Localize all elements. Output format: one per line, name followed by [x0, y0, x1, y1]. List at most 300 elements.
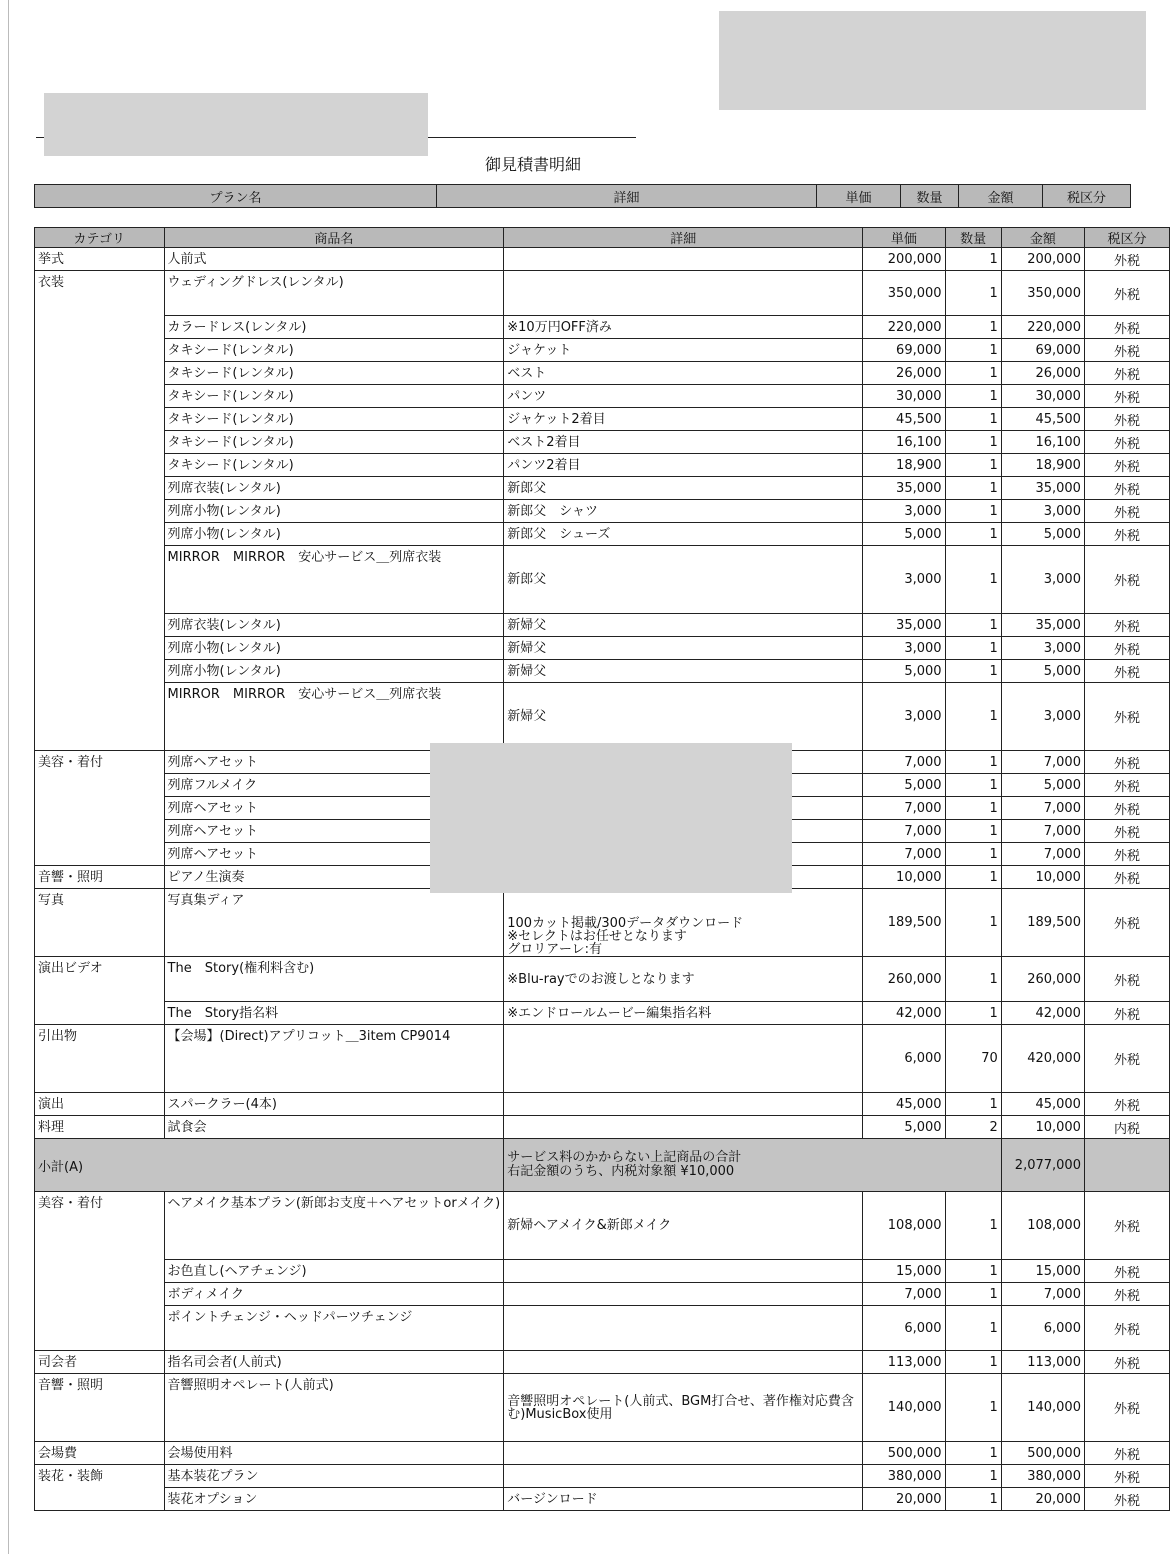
quantity-cell: 1 [945, 1260, 1001, 1283]
item-name-cell: 列席ヘアセット [164, 843, 504, 866]
table-row [35, 1260, 1170, 1283]
item-name-cell: カラードレス(レンタル) [164, 316, 504, 339]
detail-cell [504, 1002, 863, 1025]
detail-cell [504, 1465, 863, 1488]
table-row [35, 339, 1170, 362]
category-cell [35, 820, 165, 843]
amount-cell: 20,000 [1001, 1488, 1084, 1511]
item-name-cell: 列席ヘアセット [164, 797, 504, 820]
quantity-cell: 1 [945, 1442, 1001, 1465]
col-header-unit-price: 単価 [817, 185, 901, 208]
tax-type-cell: 外税 [1084, 271, 1169, 316]
table-row [35, 523, 1170, 546]
plan-table [34, 184, 1131, 208]
item-name-cell: タキシード(レンタル) [164, 408, 504, 431]
unit-price-cell: 6,000 [863, 1306, 945, 1351]
amount-cell: 10,000 [1001, 866, 1084, 889]
amount-cell: 16,100 [1001, 431, 1084, 454]
tax-type-cell: 外税 [1084, 1283, 1169, 1306]
table-row [35, 1116, 1170, 1139]
detail-cell [504, 523, 863, 546]
category-cell: 美容・着付 [35, 751, 165, 774]
amount-cell: 500,000 [1001, 1442, 1084, 1465]
detail-cell [504, 1260, 863, 1283]
table-row [35, 408, 1170, 431]
tax-type-cell: 外税 [1084, 660, 1169, 683]
table-row [35, 683, 1170, 751]
document-title: 御見積書明細 [484, 155, 581, 174]
amount-cell: 350,000 [1001, 271, 1084, 316]
item-name-cell: 装花オプション [164, 1488, 504, 1511]
quantity-cell: 1 [945, 1002, 1001, 1025]
amount-cell: 10,000 [1001, 1116, 1084, 1139]
amount-cell: 7,000 [1001, 843, 1084, 866]
unit-price-cell: 5,000 [863, 1116, 945, 1139]
item-name-cell: The Story指名料 [164, 1002, 504, 1025]
estimate-table-header-row [35, 228, 1170, 248]
table-row [35, 957, 1170, 1002]
col-header-item-name: 商品名 [164, 228, 504, 248]
unit-price-cell: 15,000 [863, 1260, 945, 1283]
unit-price-cell: 35,000 [863, 477, 945, 500]
detail-text: 新婦父 [507, 617, 547, 633]
tax-type-cell: 外税 [1084, 866, 1169, 889]
quantity-cell: 1 [945, 271, 1001, 316]
detail-text: ジャケット [507, 342, 572, 358]
quantity-cell: 1 [945, 1283, 1001, 1306]
unit-price-cell: 6,000 [863, 1025, 945, 1093]
item-name-cell: タキシード(レンタル) [164, 362, 504, 385]
unit-price-cell: 5,000 [863, 523, 945, 546]
quantity-cell: 2 [945, 1116, 1001, 1139]
category-cell [35, 1260, 165, 1283]
category-cell [35, 385, 165, 408]
detail-text: ベスト2着目 [507, 434, 581, 450]
detail-text: 新婦ヘアメイク&新郎メイク [507, 1218, 672, 1233]
category-cell: 衣装 [35, 271, 165, 316]
amount-cell: 3,000 [1001, 546, 1084, 614]
quantity-cell: 1 [945, 774, 1001, 797]
table-row [35, 1442, 1170, 1465]
tax-type-cell: 外税 [1084, 614, 1169, 637]
amount-cell: 45,500 [1001, 408, 1084, 431]
subtotal-note-line1: サービス料のかからない上記商品の合計 [507, 1150, 742, 1165]
category-cell: 挙式 [35, 248, 165, 271]
tax-type-cell: 外税 [1084, 316, 1169, 339]
item-name-cell: 指名司会者(人前式) [164, 1351, 504, 1374]
unit-price-cell: 26,000 [863, 362, 945, 385]
amount-cell: 42,000 [1001, 1002, 1084, 1025]
item-name-cell: タキシード(レンタル) [164, 385, 504, 408]
table-row [35, 1192, 1170, 1260]
detail-text: 新郎父 シューズ [507, 526, 611, 542]
quantity-cell: 1 [945, 1465, 1001, 1488]
detail-text: パンツ [507, 388, 547, 404]
tax-type-cell: 外税 [1084, 1025, 1169, 1093]
unit-price-cell: 30,000 [863, 385, 945, 408]
detail-cell [504, 362, 863, 385]
unit-price-cell: 45,500 [863, 408, 945, 431]
detail-text: 新婦父 [507, 709, 547, 724]
col-header-detail: 詳細 [504, 228, 863, 248]
category-cell [35, 797, 165, 820]
amount-cell: 3,000 [1001, 637, 1084, 660]
quantity-cell: 1 [945, 1374, 1001, 1442]
detail-cell [504, 614, 863, 637]
category-cell [35, 500, 165, 523]
item-name-cell: 列席ヘアセット [164, 820, 504, 843]
item-name-cell: 列席小物(レンタル) [164, 500, 504, 523]
detail-cell [504, 1442, 863, 1465]
unit-price-cell: 45,000 [863, 1093, 945, 1116]
item-name-cell: ピアノ生演奏 [164, 866, 504, 889]
quantity-cell: 1 [945, 454, 1001, 477]
item-name-cell: 音響照明オペレート(人前式) [164, 1374, 504, 1442]
tax-type-cell: 外税 [1084, 454, 1169, 477]
category-cell: 演出 [35, 1093, 165, 1116]
item-name-cell: スパークラー(4本) [164, 1093, 504, 1116]
item-name-cell: ヘアメイク基本プラン(新郎お支度＋ヘアセットorメイク) [164, 1192, 504, 1260]
detail-cell [504, 500, 863, 523]
quantity-cell: 1 [945, 408, 1001, 431]
category-cell [35, 339, 165, 362]
table-row [35, 248, 1170, 271]
tax-type-cell: 外税 [1084, 797, 1169, 820]
detail-cell [504, 1192, 863, 1260]
detail-cell [504, 1488, 863, 1511]
amount-cell: 5,000 [1001, 660, 1084, 683]
category-cell [35, 614, 165, 637]
item-name-cell: タキシード(レンタル) [164, 339, 504, 362]
tax-type-cell: 外税 [1084, 1260, 1169, 1283]
unit-price-cell: 42,000 [863, 1002, 945, 1025]
unit-price-cell: 3,000 [863, 637, 945, 660]
unit-price-cell: 7,000 [863, 843, 945, 866]
item-name-cell: 列席小物(レンタル) [164, 660, 504, 683]
tax-type-cell: 外税 [1084, 523, 1169, 546]
category-cell [35, 1306, 165, 1351]
quantity-cell: 1 [945, 316, 1001, 339]
category-cell: 料理 [35, 1116, 165, 1139]
table-row [35, 614, 1170, 637]
category-cell: 音響・照明 [35, 1374, 165, 1442]
detail-text: バージンロード [507, 1491, 598, 1507]
unit-price-cell: 260,000 [863, 957, 945, 1002]
category-cell [35, 362, 165, 385]
unit-price-cell: 7,000 [863, 1283, 945, 1306]
tax-type-cell: 外税 [1084, 957, 1169, 1002]
col-header-tax-type: 税区分 [1084, 228, 1169, 248]
detail-cell [504, 316, 863, 339]
tax-type-cell: 外税 [1084, 1306, 1169, 1351]
quantity-cell: 1 [945, 637, 1001, 660]
unit-price-cell: 16,100 [863, 431, 945, 454]
amount-cell: 3,000 [1001, 500, 1084, 523]
detail-cell [504, 889, 863, 957]
amount-cell: 5,000 [1001, 774, 1084, 797]
item-name-cell: 基本装花プラン [164, 1465, 504, 1488]
unit-price-cell: 350,000 [863, 271, 945, 316]
unit-price-cell: 5,000 [863, 774, 945, 797]
table-row [35, 271, 1170, 316]
quantity-cell: 1 [945, 248, 1001, 271]
tax-type-cell: 外税 [1084, 362, 1169, 385]
category-cell [35, 477, 165, 500]
detail-cell [504, 546, 863, 614]
amount-cell: 35,000 [1001, 614, 1084, 637]
detail-cell [504, 683, 863, 751]
unit-price-cell: 3,000 [863, 546, 945, 614]
category-cell: 演出ビデオ [35, 957, 165, 1002]
table-row [35, 637, 1170, 660]
detail-text: 100カット掲載/300データダウンロード ※セレクトはお任せとなります グロリアーレ:有 [507, 916, 744, 957]
col-header-detail: 詳細 [437, 185, 817, 208]
amount-cell: 140,000 [1001, 1374, 1084, 1442]
unit-price-cell: 220,000 [863, 316, 945, 339]
table-row [35, 1002, 1170, 1025]
item-name-cell: タキシード(レンタル) [164, 431, 504, 454]
quantity-cell: 1 [945, 843, 1001, 866]
category-cell [35, 546, 165, 614]
detail-cell [504, 957, 863, 1002]
unit-price-cell: 113,000 [863, 1351, 945, 1374]
detail-cell [504, 1306, 863, 1351]
item-name-cell: 列席ヘアセット [164, 751, 504, 774]
detail-cell [504, 477, 863, 500]
item-name-cell: 列席小物(レンタル) [164, 637, 504, 660]
col-header-plan-name: プラン名 [35, 185, 437, 208]
table-row [35, 1465, 1170, 1488]
subtotal-note [504, 1139, 1001, 1192]
plan-table-header-row [35, 185, 1131, 208]
detail-cell [504, 1351, 863, 1374]
detail-text: ベスト [507, 365, 547, 381]
tax-type-cell: 外税 [1084, 820, 1169, 843]
amount-cell: 5,000 [1001, 523, 1084, 546]
amount-cell: 113,000 [1001, 1351, 1084, 1374]
col-header-amount: 金額 [959, 185, 1043, 208]
quantity-cell: 1 [945, 431, 1001, 454]
amount-cell: 7,000 [1001, 1283, 1084, 1306]
detail-text: 音響照明オペレート(人前式、BGM打合せ、著作権対応費含む)MusicBox使用 [507, 1393, 854, 1422]
item-name-cell: 列席小物(レンタル) [164, 523, 504, 546]
table-row [35, 500, 1170, 523]
table-row [35, 1025, 1170, 1093]
detail-text: 新婦父 [507, 640, 547, 656]
amount-cell: 35,000 [1001, 477, 1084, 500]
category-cell: 音響・照明 [35, 866, 165, 889]
tax-type-cell: 外税 [1084, 1093, 1169, 1116]
category-cell [35, 774, 165, 797]
table-row [35, 1306, 1170, 1351]
quantity-cell: 1 [945, 797, 1001, 820]
quantity-cell: 1 [945, 660, 1001, 683]
item-name-cell: 会場使用料 [164, 1442, 504, 1465]
amount-cell: 26,000 [1001, 362, 1084, 385]
quantity-cell: 1 [945, 523, 1001, 546]
amount-cell: 189,500 [1001, 889, 1084, 957]
table-row [35, 385, 1170, 408]
category-cell [35, 683, 165, 751]
unit-price-cell: 7,000 [863, 797, 945, 820]
item-name-cell: ポイントチェンジ・ヘッドパーツチェンジ [164, 1306, 504, 1351]
detail-text: ※Blu-rayでのお渡しとなります [507, 971, 695, 987]
detail-cell [504, 1116, 863, 1139]
detail-cell [504, 637, 863, 660]
table-row [35, 477, 1170, 500]
unit-price-cell: 35,000 [863, 614, 945, 637]
table-row [35, 889, 1170, 957]
item-name-cell: タキシード(レンタル) [164, 454, 504, 477]
col-header-category: カテゴリ [35, 228, 165, 248]
detail-text: ※エンドロールムービー編集指名料 [507, 1005, 712, 1021]
detail-text: 新郎父 [507, 480, 547, 496]
amount-cell: 7,000 [1001, 820, 1084, 843]
category-cell [35, 1488, 165, 1511]
tax-type-cell: 外税 [1084, 751, 1169, 774]
detail-text: 新郎父 シャツ [507, 503, 599, 519]
tax-type-cell: 外税 [1084, 1488, 1169, 1511]
quantity-cell: 1 [945, 866, 1001, 889]
category-cell [35, 454, 165, 477]
redacted-customer-name [44, 93, 428, 156]
quantity-cell: 1 [945, 614, 1001, 637]
tax-type-cell: 外税 [1084, 248, 1169, 271]
amount-cell: 3,000 [1001, 683, 1084, 751]
detail-cell [504, 1283, 863, 1306]
tax-type-cell: 内税 [1084, 1116, 1169, 1139]
unit-price-cell: 500,000 [863, 1442, 945, 1465]
tax-type-cell: 外税 [1084, 431, 1169, 454]
detail-cell [504, 248, 863, 271]
detail-cell [504, 385, 863, 408]
unit-price-cell: 189,500 [863, 889, 945, 957]
detail-cell [504, 454, 863, 477]
subtotal-amount: 2,077,000 [1001, 1139, 1084, 1192]
quantity-cell: 1 [945, 1488, 1001, 1511]
category-cell: 司会者 [35, 1351, 165, 1374]
tax-type-cell: 外税 [1084, 683, 1169, 751]
category-cell: 写真 [35, 889, 165, 957]
detail-text: ジャケット2着目 [507, 411, 606, 427]
detail-cell [504, 408, 863, 431]
amount-cell: 380,000 [1001, 1465, 1084, 1488]
unit-price-cell: 7,000 [863, 820, 945, 843]
item-name-cell: 試食会 [164, 1116, 504, 1139]
category-cell [35, 316, 165, 339]
quantity-cell: 1 [945, 957, 1001, 1002]
col-header-quantity: 数量 [945, 228, 1001, 248]
table-row [35, 431, 1170, 454]
unit-price-cell: 69,000 [863, 339, 945, 362]
item-name-cell: お色直し(ヘアチェンジ) [164, 1260, 504, 1283]
quantity-cell: 1 [945, 1306, 1001, 1351]
amount-cell: 220,000 [1001, 316, 1084, 339]
quantity-cell: 1 [945, 339, 1001, 362]
item-name-cell: 列席フルメイク [164, 774, 504, 797]
category-cell [35, 431, 165, 454]
tax-type-cell: 外税 [1084, 385, 1169, 408]
category-cell [35, 637, 165, 660]
amount-cell: 18,900 [1001, 454, 1084, 477]
item-name-cell: MIRROR MIRROR 安心サービス＿列席衣装 [164, 683, 504, 751]
tax-type-cell: 外税 [1084, 1442, 1169, 1465]
amount-cell: 6,000 [1001, 1306, 1084, 1351]
category-cell: 引出物 [35, 1025, 165, 1093]
quantity-cell: 1 [945, 1192, 1001, 1260]
detail-cell [504, 1374, 863, 1442]
col-header-tax-type: 税区分 [1043, 185, 1131, 208]
tax-type-cell: 外税 [1084, 1002, 1169, 1025]
unit-price-cell: 7,000 [863, 751, 945, 774]
quantity-cell: 1 [945, 683, 1001, 751]
quantity-cell: 1 [945, 1093, 1001, 1116]
unit-price-cell: 18,900 [863, 454, 945, 477]
category-cell [35, 660, 165, 683]
redacted-address-block [719, 11, 1146, 110]
amount-cell: 15,000 [1001, 1260, 1084, 1283]
col-header-quantity: 数量 [901, 185, 959, 208]
category-cell [35, 843, 165, 866]
detail-cell [504, 660, 863, 683]
tax-type-cell: 外税 [1084, 889, 1169, 957]
detail-cell [504, 1093, 863, 1116]
unit-price-cell: 10,000 [863, 866, 945, 889]
quantity-cell: 1 [945, 385, 1001, 408]
quantity-cell: 1 [945, 362, 1001, 385]
amount-cell: 108,000 [1001, 1192, 1084, 1260]
tax-type-cell: 外税 [1084, 843, 1169, 866]
amount-cell: 69,000 [1001, 339, 1084, 362]
subtotal-row [35, 1139, 1170, 1192]
tax-type-cell: 外税 [1084, 408, 1169, 431]
quantity-cell: 1 [945, 1351, 1001, 1374]
tax-type-cell: 外税 [1084, 1192, 1169, 1260]
tax-type-cell: 外税 [1084, 1374, 1169, 1442]
table-row [35, 1351, 1170, 1374]
amount-cell: 45,000 [1001, 1093, 1084, 1116]
item-name-cell: 写真集ディア [164, 889, 504, 957]
table-row [35, 660, 1170, 683]
page-edge [8, 0, 9, 1554]
amount-cell: 420,000 [1001, 1025, 1084, 1093]
item-name-cell: ウェディングドレス(レンタル) [164, 271, 504, 316]
table-row [35, 316, 1170, 339]
category-cell: 装花・装飾 [35, 1465, 165, 1488]
tax-type-cell: 外税 [1084, 500, 1169, 523]
table-row [35, 546, 1170, 614]
item-name-cell: 列席衣装(レンタル) [164, 477, 504, 500]
amount-cell: 200,000 [1001, 248, 1084, 271]
detail-cell [504, 431, 863, 454]
table-row [35, 1488, 1170, 1511]
quantity-cell: 1 [945, 820, 1001, 843]
subtotal-label: 小計(A) [35, 1139, 504, 1192]
detail-cell [504, 339, 863, 362]
quantity-cell: 1 [945, 751, 1001, 774]
detail-text: 新婦父 [507, 663, 547, 679]
col-header-unit-price: 単価 [863, 228, 945, 248]
item-name-cell: The Story(権利料含む) [164, 957, 504, 1002]
category-cell [35, 1002, 165, 1025]
detail-cell [504, 271, 863, 316]
category-cell [35, 1283, 165, 1306]
unit-price-cell: 20,000 [863, 1488, 945, 1511]
item-name-cell: 列席衣装(レンタル) [164, 614, 504, 637]
table-row [35, 454, 1170, 477]
category-cell [35, 408, 165, 431]
tax-type-cell: 外税 [1084, 1465, 1169, 1488]
